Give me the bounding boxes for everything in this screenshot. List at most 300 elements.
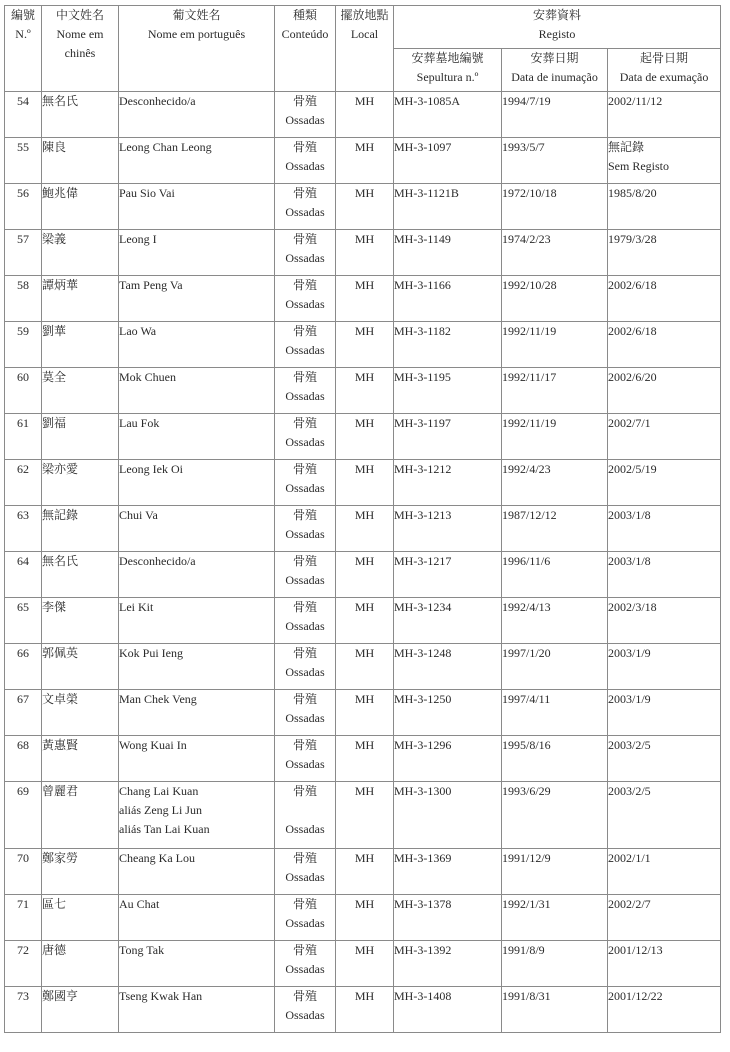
cell-portuguese-name-text: aliás Zeng Li Jun — [119, 803, 202, 817]
header-exhumation-date-zh: 起骨日期 — [640, 51, 689, 65]
header-location — [336, 6, 394, 92]
cell-inhumation-date-text: 1992/11/17 — [502, 370, 557, 384]
cell-content-type-text: 骨殖 — [292, 554, 317, 568]
cell-location — [336, 138, 394, 184]
cell-chinese-name — [42, 895, 119, 941]
cell-inhumation-date-text: 1991/8/31 — [502, 989, 551, 1003]
cell-chinese-name — [42, 460, 119, 506]
cell-inhumation-date — [502, 736, 608, 782]
cell-number — [5, 414, 42, 460]
cell-content-type-pt: Ossadas — [285, 962, 325, 976]
cell-grave-number-text: MH-3-1250 — [394, 692, 452, 706]
cell-chinese-name — [42, 644, 119, 690]
cell-exhumation-date-text: 1979/3/28 — [608, 232, 657, 246]
cell-grave-number-text: MH-3-1182 — [394, 324, 451, 338]
table-row — [5, 598, 721, 644]
header-portuguese-name — [119, 6, 275, 92]
cell-grave-number — [394, 598, 502, 644]
cell-exhumation-date — [608, 460, 721, 506]
cell-content-type-pt: Ossadas — [285, 343, 325, 357]
cell-location-text: MH — [354, 989, 375, 1003]
cell-location-text: MH — [354, 94, 375, 108]
cell-exhumation-date — [608, 138, 721, 184]
cell-grave-number — [394, 230, 502, 276]
cell-content-type-text: 骨殖 — [292, 140, 317, 154]
cell-chinese-name — [42, 736, 119, 782]
cell-grave-number — [394, 506, 502, 552]
cell-content-type — [275, 987, 336, 1033]
cell-exhumation-date — [608, 506, 721, 552]
cell-content-type-pt: Ossadas — [285, 435, 325, 449]
cell-inhumation-date — [502, 506, 608, 552]
cell-grave-number-text: MH-3-1300 — [394, 784, 452, 798]
cell-exhumation-date-text: 2002/3/18 — [608, 600, 657, 614]
cell-chinese-name-text: 梁亦愛 — [42, 462, 79, 476]
cell-chinese-name-text: 區七 — [42, 897, 67, 911]
cell-chinese-name — [42, 322, 119, 368]
cell-content-type-text: 骨殖 — [292, 370, 317, 384]
cell-exhumation-date — [608, 368, 721, 414]
cell-content-type-text: 骨殖 — [292, 600, 317, 614]
cell-number — [5, 276, 42, 322]
cell-portuguese-name — [119, 460, 275, 506]
cell-portuguese-name — [119, 92, 275, 138]
header-exhumation-date — [608, 49, 721, 92]
cell-number-text: 57 — [17, 232, 29, 246]
cell-inhumation-date — [502, 92, 608, 138]
cell-inhumation-date-text: 1987/12/12 — [502, 508, 557, 522]
cell-chinese-name — [42, 598, 119, 644]
header-number-zh: 編號 — [10, 8, 35, 22]
cell-number-text: 70 — [17, 851, 29, 865]
cell-number — [5, 941, 42, 987]
cell-inhumation-date — [502, 987, 608, 1033]
cell-portuguese-name — [119, 368, 275, 414]
cell-grave-number-text: MH-3-1097 — [394, 140, 452, 154]
cell-inhumation-date-text: 1995/8/16 — [502, 738, 551, 752]
cell-inhumation-date-text: 1993/5/7 — [502, 140, 545, 154]
header-chinese-name — [42, 6, 119, 92]
cell-number-text: 64 — [17, 554, 29, 568]
cell-number-text: 65 — [17, 600, 29, 614]
cell-content-type-text: 骨殖 — [292, 784, 317, 798]
cell-number — [5, 506, 42, 552]
cell-exhumation-date-text: 2002/1/1 — [608, 851, 651, 865]
cell-content-type — [275, 598, 336, 644]
cell-portuguese-name-text: Desconhecido/a — [119, 554, 196, 568]
burial-register-table — [4, 5, 721, 1033]
cell-inhumation-date-text: 1991/8/9 — [502, 943, 545, 957]
cell-exhumation-date-text: 2001/12/13 — [608, 943, 663, 957]
cell-chinese-name-text: 唐德 — [42, 943, 67, 957]
cell-location — [336, 849, 394, 895]
cell-exhumation-date-text: 2002/6/18 — [608, 324, 657, 338]
cell-portuguese-name-text: Mok Chuen — [119, 370, 176, 384]
cell-portuguese-name-text: Cheang Ka Lou — [119, 851, 195, 865]
cell-exhumation-date — [608, 598, 721, 644]
cell-content-type — [275, 230, 336, 276]
header-registry — [394, 6, 721, 49]
cell-chinese-name-text: 劉福 — [42, 416, 67, 430]
cell-exhumation-date-text: 2003/2/5 — [608, 784, 651, 798]
cell-location-text: MH — [354, 600, 375, 614]
cell-grave-number-text: MH-3-1166 — [394, 278, 451, 292]
cell-exhumation-date — [608, 92, 721, 138]
cell-portuguese-name-text: Leong I — [119, 232, 157, 246]
cell-location — [336, 276, 394, 322]
cell-grave-number — [394, 184, 502, 230]
cell-location — [336, 552, 394, 598]
cell-portuguese-name-text: Kok Pui Ieng — [119, 646, 183, 660]
cell-inhumation-date — [502, 368, 608, 414]
cell-location-text: MH — [354, 692, 375, 706]
cell-grave-number-text: MH-3-1197 — [394, 416, 451, 430]
cell-inhumation-date-text: 1992/11/19 — [502, 324, 557, 338]
cell-chinese-name — [42, 690, 119, 736]
table-row — [5, 895, 721, 941]
table-header — [5, 6, 721, 92]
cell-portuguese-name — [119, 506, 275, 552]
cell-chinese-name — [42, 987, 119, 1033]
cell-exhumation-date-text: 1985/8/20 — [608, 186, 657, 200]
header-chinese-name-pt1: Nome em — [56, 27, 104, 41]
cell-exhumation-date-text: 2003/1/8 — [608, 554, 651, 568]
cell-grave-number — [394, 276, 502, 322]
table-row — [5, 941, 721, 987]
cell-content-type-pt: Ossadas — [285, 113, 325, 127]
cell-content-type-text: 骨殖 — [292, 897, 317, 911]
cell-portuguese-name — [119, 736, 275, 782]
cell-exhumation-date — [608, 782, 721, 849]
cell-chinese-name — [42, 849, 119, 895]
cell-inhumation-date — [502, 230, 608, 276]
cell-location — [336, 690, 394, 736]
cell-grave-number — [394, 460, 502, 506]
cell-location-text: MH — [354, 416, 375, 430]
cell-location-text: MH — [354, 370, 375, 384]
cell-chinese-name — [42, 782, 119, 849]
cell-grave-number — [394, 941, 502, 987]
cell-portuguese-name — [119, 184, 275, 230]
table-row — [5, 138, 721, 184]
cell-portuguese-name — [119, 895, 275, 941]
cell-portuguese-name — [119, 644, 275, 690]
cell-inhumation-date — [502, 138, 608, 184]
table-row — [5, 460, 721, 506]
table-row — [5, 644, 721, 690]
cell-portuguese-name — [119, 598, 275, 644]
cell-chinese-name — [42, 552, 119, 598]
cell-content-type-text: 骨殖 — [292, 462, 317, 476]
cell-grave-number-text: MH-3-1121B — [394, 186, 459, 200]
cell-inhumation-date-text: 1993/6/29 — [502, 784, 551, 798]
cell-grave-number-text: MH-3-1392 — [394, 943, 452, 957]
cell-portuguese-name — [119, 138, 275, 184]
cell-chinese-name-text: 曾麗君 — [42, 784, 79, 798]
cell-location-text: MH — [354, 278, 375, 292]
cell-location-text: MH — [354, 851, 375, 865]
cell-inhumation-date — [502, 552, 608, 598]
cell-content-type-pt: Ossadas — [285, 573, 325, 587]
cell-number-text: 61 — [17, 416, 29, 430]
cell-content-type-pt: Ossadas — [285, 870, 325, 884]
cell-content-type — [275, 138, 336, 184]
cell-chinese-name-text: 譚炳華 — [42, 278, 79, 292]
cell-number-text: 71 — [17, 897, 29, 911]
cell-portuguese-name — [119, 276, 275, 322]
header-inhumation-date-pt: Data de inumação — [511, 70, 598, 84]
cell-content-type-pt: Ossadas — [285, 389, 325, 403]
cell-location — [336, 895, 394, 941]
cell-grave-number-text: MH-3-1217 — [394, 554, 452, 568]
table-row — [5, 414, 721, 460]
cell-chinese-name — [42, 184, 119, 230]
cell-portuguese-name — [119, 849, 275, 895]
cell-grave-number — [394, 895, 502, 941]
cell-grave-number — [394, 138, 502, 184]
cell-content-type-text: 骨殖 — [292, 94, 317, 108]
cell-portuguese-name — [119, 987, 275, 1033]
cell-exhumation-date-text: 2003/1/8 — [608, 508, 651, 522]
cell-location — [336, 322, 394, 368]
table-body — [5, 92, 721, 1033]
cell-portuguese-name — [119, 322, 275, 368]
header-location-zh: 擺放地點 — [340, 8, 389, 22]
cell-portuguese-name — [119, 552, 275, 598]
cell-inhumation-date — [502, 849, 608, 895]
cell-exhumation-date — [608, 414, 721, 460]
cell-portuguese-name-text: Chui Va — [119, 508, 158, 522]
cell-content-type-pt: Ossadas — [285, 527, 325, 541]
cell-number — [5, 895, 42, 941]
cell-content-type-text: 骨殖 — [292, 278, 317, 292]
cell-content-type — [275, 941, 336, 987]
cell-chinese-name-text: 黃惠賢 — [42, 738, 79, 752]
cell-inhumation-date — [502, 276, 608, 322]
cell-location — [336, 941, 394, 987]
cell-grave-number — [394, 552, 502, 598]
cell-portuguese-name-text: Lao Wa — [119, 324, 157, 338]
cell-content-type — [275, 736, 336, 782]
cell-location-text: MH — [354, 140, 375, 154]
cell-exhumation-date-text: 無記錄 — [608, 140, 645, 154]
cell-inhumation-date — [502, 460, 608, 506]
cell-inhumation-date — [502, 184, 608, 230]
header-inhumation-date — [502, 49, 608, 92]
cell-chinese-name-text: 梁義 — [42, 232, 67, 246]
cell-portuguese-name — [119, 941, 275, 987]
cell-portuguese-name — [119, 690, 275, 736]
cell-exhumation-date-text: 2003/1/9 — [608, 692, 651, 706]
cell-location-text: MH — [354, 186, 375, 200]
cell-content-type-text: 骨殖 — [292, 943, 317, 957]
cell-location — [336, 644, 394, 690]
cell-location-text: MH — [354, 897, 375, 911]
cell-content-type — [275, 184, 336, 230]
cell-content-type-text: 骨殖 — [292, 692, 317, 706]
cell-number-text: 54 — [17, 94, 29, 108]
table-row — [5, 506, 721, 552]
cell-chinese-name-text: 無名氏 — [42, 554, 79, 568]
cell-content-type-pt: Ossadas — [285, 159, 325, 173]
cell-portuguese-name-text: Tam Peng Va — [119, 278, 183, 292]
cell-inhumation-date — [502, 322, 608, 368]
cell-exhumation-date — [608, 987, 721, 1033]
cell-portuguese-name — [119, 230, 275, 276]
cell-content-type-text: 骨殖 — [292, 508, 317, 522]
cell-content-type-pt: Ossadas — [285, 619, 325, 633]
cell-content-type-text: 骨殖 — [292, 646, 317, 660]
cell-grave-number-text: MH-3-1369 — [394, 851, 452, 865]
cell-content-type — [275, 506, 336, 552]
cell-location — [336, 987, 394, 1033]
cell-chinese-name-text: 劉華 — [42, 324, 67, 338]
cell-number — [5, 368, 42, 414]
cell-exhumation-date — [608, 941, 721, 987]
cell-number-text: 58 — [17, 278, 29, 292]
header-exhumation-date-pt: Data de exumação — [619, 70, 709, 84]
cell-portuguese-name-text: Man Chek Veng — [119, 692, 197, 706]
cell-number — [5, 987, 42, 1033]
table-row — [5, 987, 721, 1033]
cell-chinese-name-text: 文卓榮 — [42, 692, 79, 706]
cell-inhumation-date-text: 1974/2/23 — [502, 232, 551, 246]
cell-exhumation-date — [608, 895, 721, 941]
cell-grave-number — [394, 987, 502, 1033]
cell-number-text: 63 — [17, 508, 29, 522]
cell-chinese-name-text: 鮑兆偉 — [42, 186, 79, 200]
header-grave-number-pt: Sepultura n.º — [416, 70, 479, 84]
cell-exhumation-date — [608, 736, 721, 782]
cell-chinese-name-text: 鄭國亨 — [42, 989, 79, 1003]
cell-location-text: MH — [354, 646, 375, 660]
cell-chinese-name-text: 郭佩英 — [42, 646, 79, 660]
cell-chinese-name — [42, 506, 119, 552]
cell-content-type-text: 骨殖 — [292, 186, 317, 200]
cell-content-type-pt: Ossadas — [285, 205, 325, 219]
cell-portuguese-name — [119, 414, 275, 460]
header-inhumation-date-zh: 安葬日期 — [530, 51, 579, 65]
cell-inhumation-date — [502, 895, 608, 941]
cell-exhumation-date-text: 2002/6/20 — [608, 370, 657, 384]
cell-content-type — [275, 276, 336, 322]
cell-location — [336, 782, 394, 849]
cell-location-text: MH — [354, 554, 375, 568]
cell-exhumation-date-text: 2002/11/12 — [608, 94, 663, 108]
cell-location-text: MH — [354, 784, 375, 798]
cell-inhumation-date — [502, 782, 608, 849]
cell-exhumation-date-text: 2001/12/22 — [608, 989, 663, 1003]
table-row — [5, 184, 721, 230]
cell-inhumation-date-text: 1992/10/28 — [502, 278, 557, 292]
cell-grave-number — [394, 414, 502, 460]
cell-number-text: 55 — [17, 140, 29, 154]
cell-chinese-name — [42, 230, 119, 276]
cell-number-text: 59 — [17, 324, 29, 338]
cell-location — [336, 184, 394, 230]
cell-location — [336, 506, 394, 552]
cell-location — [336, 598, 394, 644]
cell-inhumation-date-text: 1994/7/19 — [502, 94, 551, 108]
cell-content-type — [275, 92, 336, 138]
cell-inhumation-date-text: 1997/4/11 — [502, 692, 551, 706]
cell-portuguese-name-text: Lau Fok — [119, 416, 160, 430]
cell-content-type — [275, 644, 336, 690]
cell-exhumation-date — [608, 849, 721, 895]
cell-number-text: 56 — [17, 186, 29, 200]
cell-number — [5, 598, 42, 644]
cell-grave-number-text: MH-3-1378 — [394, 897, 452, 911]
cell-number — [5, 322, 42, 368]
header-number-pt: N.º — [15, 27, 31, 41]
cell-location-text: MH — [354, 943, 375, 957]
cell-grave-number-text: MH-3-1213 — [394, 508, 452, 522]
cell-portuguese-name-text: Tong Tak — [119, 943, 165, 957]
cell-number-text: 66 — [17, 646, 29, 660]
cell-grave-number-text: MH-3-1408 — [394, 989, 452, 1003]
cell-location — [336, 736, 394, 782]
cell-grave-number — [394, 368, 502, 414]
cell-chinese-name-text: 鄭家勞 — [42, 851, 79, 865]
cell-inhumation-date-text: 1992/4/23 — [502, 462, 551, 476]
table-row — [5, 690, 721, 736]
cell-chinese-name-text: 無名氏 — [42, 94, 79, 108]
cell-exhumation-date-text: 2003/1/9 — [608, 646, 651, 660]
cell-portuguese-name-text: Lei Kit — [119, 600, 154, 614]
header-content-type — [275, 6, 336, 92]
table-row — [5, 322, 721, 368]
cell-location-text: MH — [354, 508, 375, 522]
header-location-pt: Local — [350, 27, 379, 41]
cell-chinese-name-text: 陳良 — [42, 140, 67, 154]
cell-inhumation-date-text: 1991/12/9 — [502, 851, 551, 865]
cell-portuguese-name — [119, 782, 275, 849]
cell-content-type — [275, 552, 336, 598]
cell-exhumation-date — [608, 184, 721, 230]
cell-grave-number-text: MH-3-1248 — [394, 646, 452, 660]
cell-content-type — [275, 690, 336, 736]
cell-number — [5, 92, 42, 138]
cell-exhumation-date — [608, 552, 721, 598]
cell-portuguese-name-text: Au Chat — [119, 897, 160, 911]
cell-exhumation-date-text: 2002/6/18 — [608, 278, 657, 292]
cell-number-text: 62 — [17, 462, 29, 476]
cell-exhumation-date — [608, 690, 721, 736]
table-row — [5, 736, 721, 782]
cell-content-type-pt: Ossadas — [285, 757, 325, 771]
table-row — [5, 92, 721, 138]
cell-exhumation-date-text: 2003/2/5 — [608, 738, 651, 752]
cell-location-text: MH — [354, 462, 375, 476]
table-row — [5, 552, 721, 598]
cell-portuguese-name-text: Pau Sio Vai — [119, 186, 175, 200]
cell-exhumation-date-text: Sem Registo — [608, 159, 670, 173]
cell-inhumation-date — [502, 941, 608, 987]
cell-content-type — [275, 782, 336, 849]
cell-number-text: 73 — [17, 989, 29, 1003]
header-content-type-pt: Conteúdo — [281, 27, 329, 41]
table-row — [5, 368, 721, 414]
cell-chinese-name — [42, 368, 119, 414]
cell-content-type-pt: Ossadas — [285, 822, 325, 836]
header-grave-number-zh: 安葬墓地編號 — [411, 51, 484, 65]
cell-number — [5, 644, 42, 690]
cell-number — [5, 138, 42, 184]
cell-location — [336, 460, 394, 506]
header-registry-pt: Registo — [538, 27, 576, 41]
cell-number — [5, 736, 42, 782]
cell-content-type — [275, 414, 336, 460]
